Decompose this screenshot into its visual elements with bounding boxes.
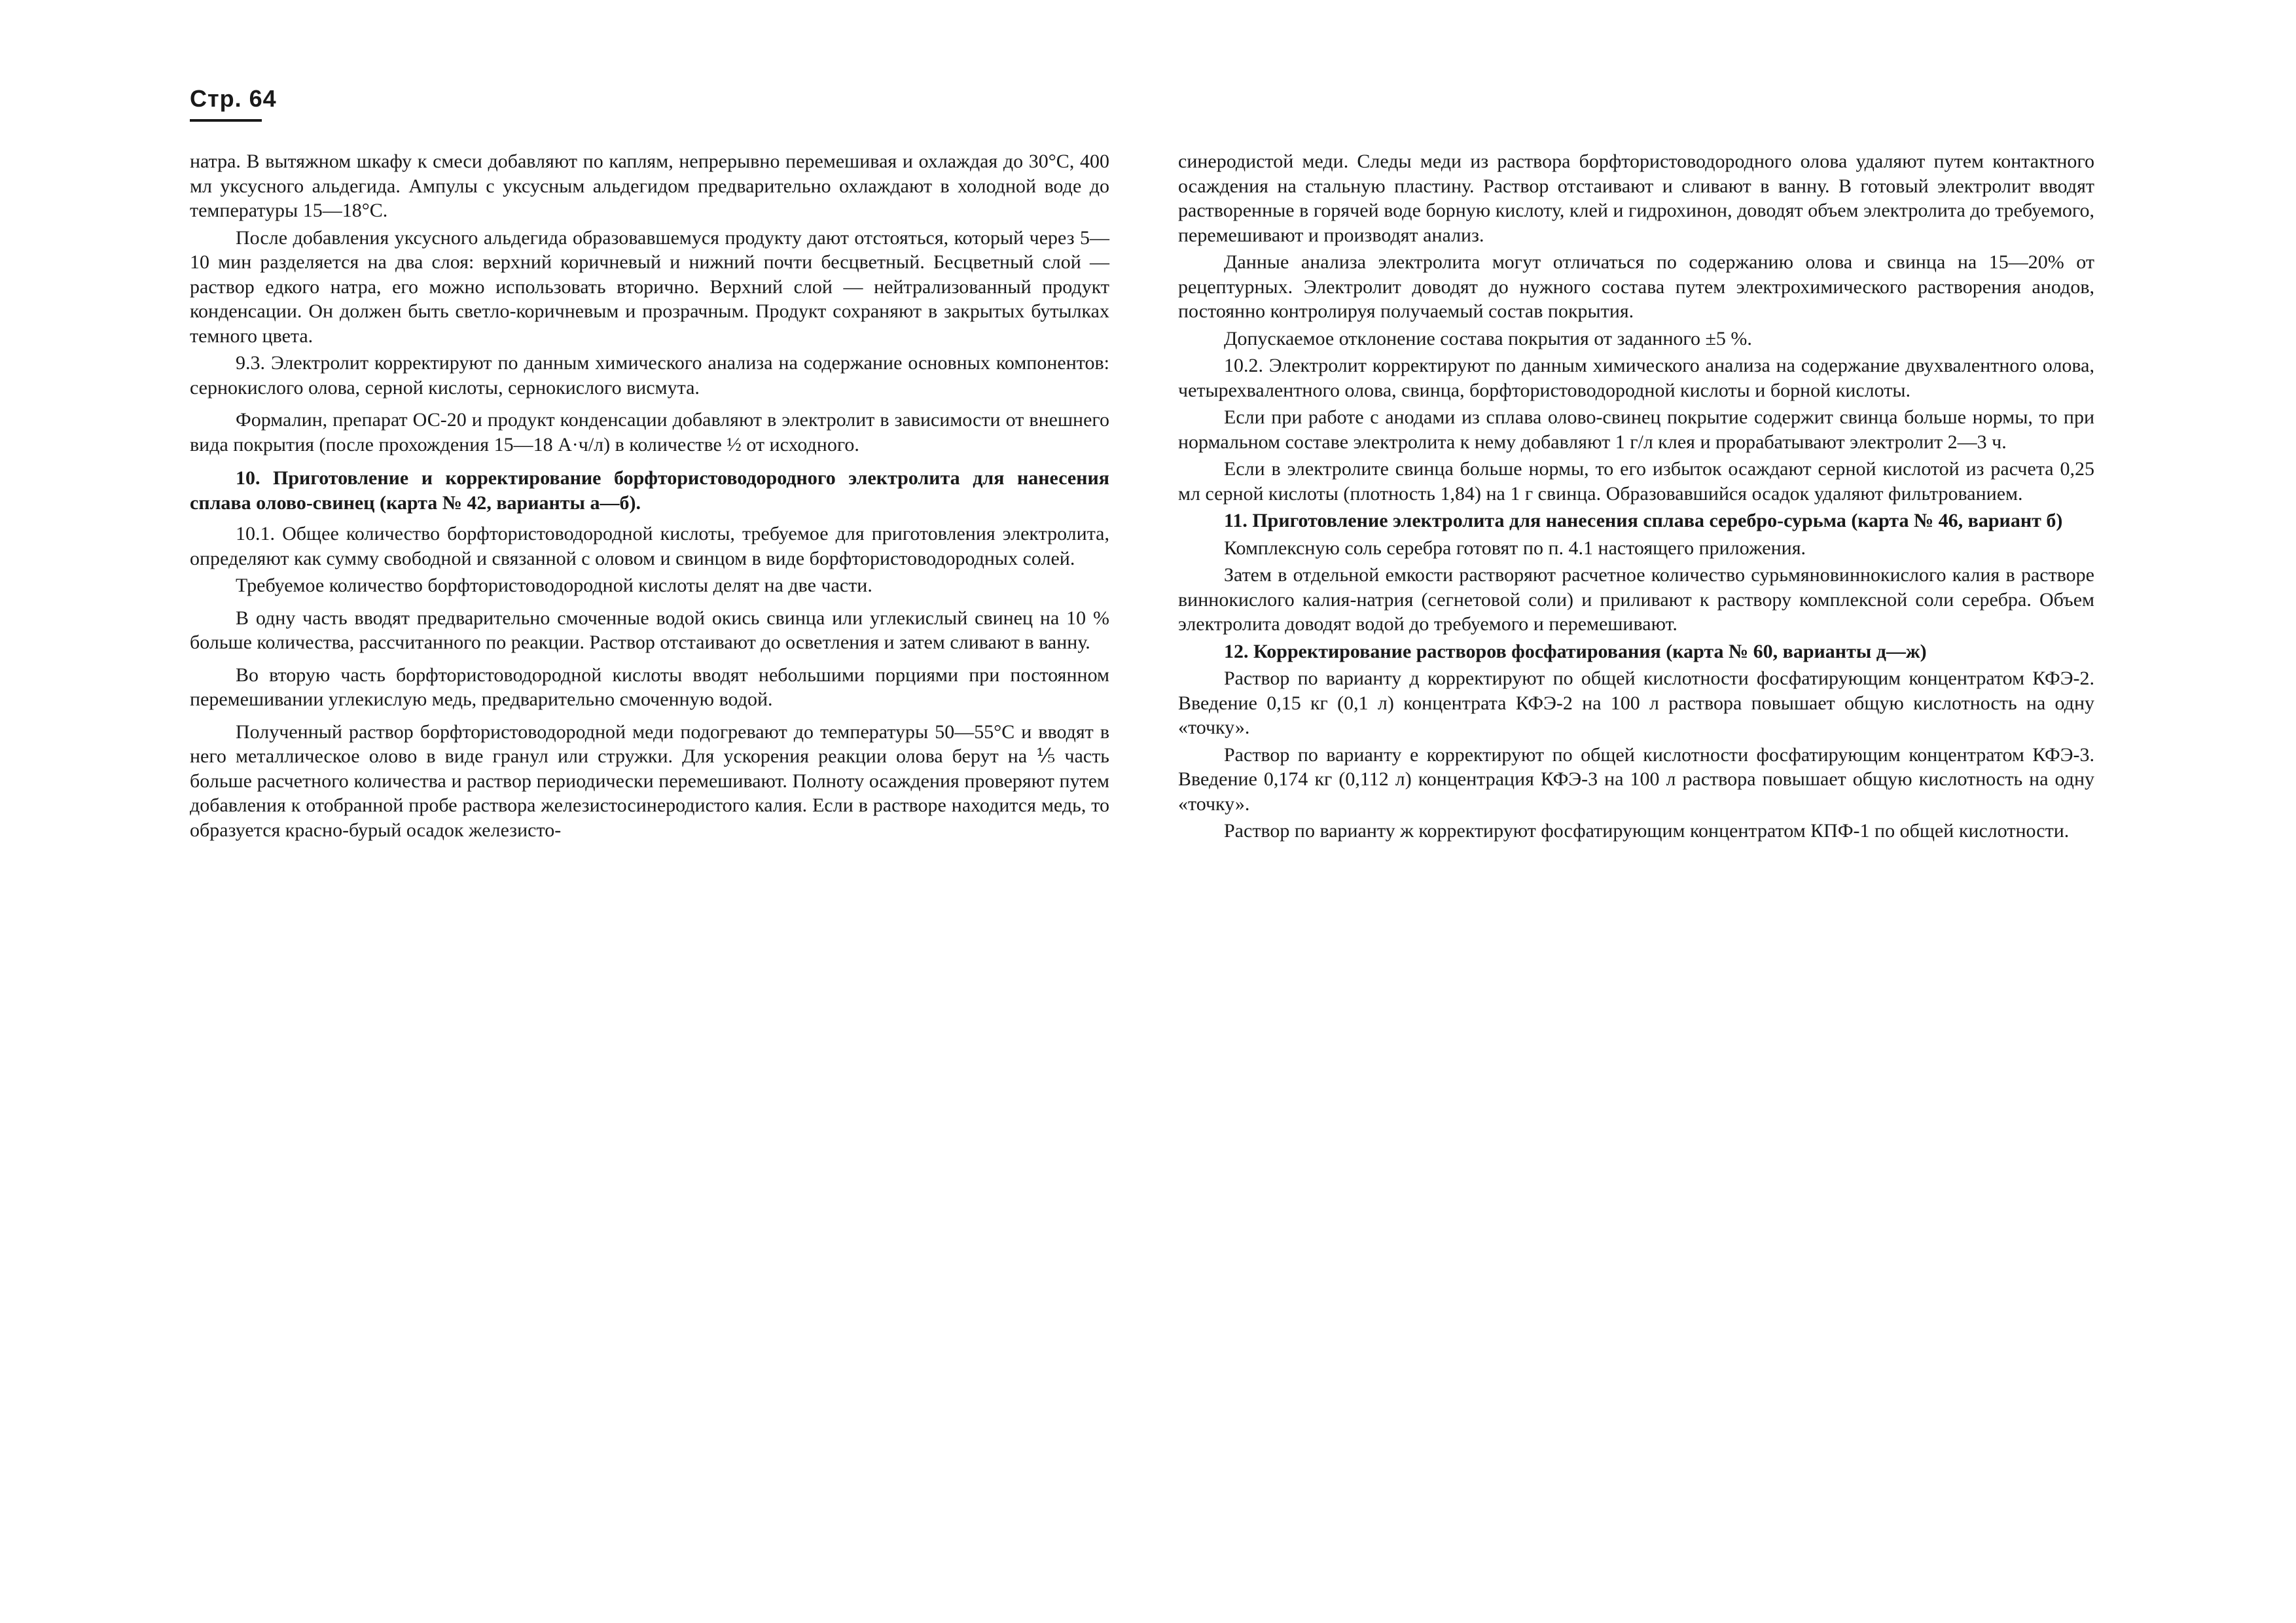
paragraph: синеродистой меди. Следы меди из раствора борфтористоводородного олова удаляют путем контактного осаждения на стальную пластину. Раствор отстаивают и сливают в ванну. В готовый электролит вводят растворенные в горячей воде борную кислоту, клей и гидрохинон, доводят объем электролита до требуемого, перемешивают и производят анализ. [1178,151,2094,246]
paragraph: Во вторую часть борфтористоводородной кислоты вводят небольшими порциями при постоянном перемешивании углекислую медь, предварительно смоченную водой. [190,664,1109,710]
paragraph: Требуемое количество борфтористоводородной кислоты делят на две части. [236,575,872,596]
paragraph: В одну часть вводят предварительно смоченные водой окись свинца или углекислый свинец на 10 % больше количества, рассчитанного по реакции. Раствор отстаивают до осветления и затем сливают в ванну. [190,607,1109,653]
header-rule [190,119,262,122]
paragraph: Если в электролите свинца больше нормы, то его избыток осаждают серной кислотой из расчета 0,25 мл серной кислоты (плотность 1,84) на 1 г свинца. Образовавшийся осадок удаляют фильтрованием. [1178,458,2094,505]
paragraph: Раствор по варианту ж корректируют фосфатирующим концентратом КПФ-1 по общей кислотности. [1224,820,2070,842]
page-header [190,85,277,122]
section-heading: 12. Корректирование растворов фосфатирования (карта № 60, варианты д—ж) [1224,640,1927,662]
paragraph: Полученный раствор борфтористоводородной меди подогревают до температуры 50—55°С и вводят в него металлическое олово в виде гранул или стружки. Для ускорения реакции олова берут на ⅕ часть больше расчетного количества и раствор периодически перемешивают. Полноту осаждения проверяют путем добавления к отобранной пробе раствора железистосинеродистого калия. Если в растворе находится медь, то образуется красно-бурый осадок железисто- [190,721,1109,841]
paragraph: Комплексную соль серебра готовят по п. 4.1 настоящего приложения. [1224,537,1806,559]
paragraph: 10.1. Общее количество борфтористоводородной кислоты, требуемое для приготовления электролита, определяют как сумму свободной и связанной с оловом и свинцом в виде борфтористоводородных солей. [190,523,1109,569]
left-column [190,149,1109,845]
paragraph: 9.3. Электролит корректируют по данным химического анализа на содержание основных компонентов: сернокислого олова, серной кислоты, сернокислого висмута. [190,352,1109,399]
paragraph: Допускаемое отклонение состава покрытия от заданного ±5 %. [1224,327,1752,349]
paragraph: натра. В вытяжном шкафу к смеси добавляют по каплям, непрерывно перемешивая и охлаждая до 30°С, 400 мл уксусного альдегида. Ампулы с уксусным альдегидом предварительно охлаждают в холодной воде до температуры 15—18°С. [190,151,1109,221]
paragraph: Формалин, препарат ОС-20 и продукт конденсации добавляют в электролит в зависимости от внешнего вида покрытия (после прохождения 15—18 А·ч/л) в количестве ½ от исходного. [190,409,1109,455]
section-heading: 11. Приготовление электролита для нанесения сплава серебро-сурьма (карта № 46, вариант б) [1224,510,2063,531]
paragraph: После добавления уксусного альдегида образовавшемуся продукту дают отстояться, который через 5—10 мин разделяется на два слоя: верхний коричневый и нижний почти бесцветный. Бесцветный слой — раствор едкого натра, его можно использовать вторично. Верхний слой — нейтрализованный продукт конденсации. Он должен быть светло-коричневым и прозрачным. Продукт сохраняют в закрытых бутылках темного цвета. [190,226,1109,347]
paragraph: 10.2. Электролит корректируют по данным химического анализа на содержание двухвалентного олова, четырехвалентного олова, свинца, борфтористоводородной кислоты и борной кислоты. [1178,355,2094,401]
paragraph: Если при работе с анодами из сплава олово-свинец покрытие содержит свинца больше нормы, то при нормальном составе электролита к нему добавляют 1 г/л клея и прорабатывают электролит 2—3 ч. [1178,406,2094,453]
paragraph: Раствор по варианту е корректируют по общей кислотности фосфатирующим концентратом КФЭ-3. Введение 0,174 кг (0,112 л) концентрация КФЭ-3 на 100 л раствора повышает общую кислотность на одну «точку». [1178,743,2094,815]
page-number: Стр. 64 [190,85,277,112]
paragraph: Затем в отдельной емкости растворяют расчетное количество сурьмяновиннокислого калия в растворе виннокислого калия-натрия (сегнетовой соли) и приливают к раствору комплексной соли серебра. Объем электролита доводят водой до требуемого и перемешивают. [1178,564,2094,635]
right-column [1178,149,2094,846]
paragraph: Раствор по варианту д корректируют по общей кислотности фосфатирующим концентратом КФЭ-2. Введение 0,15 кг (0,1 л) концентрата КФЭ-2 на 100 л раствора повышает общую кислотность на одну «точку». [1178,668,2094,738]
section-heading: 10. Приготовление и корректирование борфтористоводородного электролита для нанесения сплава олово-свинец (карта № 42, варианты а—б). [190,467,1109,514]
paragraph: Данные анализа электролита могут отличаться по содержанию олова и свинца на 15—20% от рецептурных. Электролит доводят до нужного состава путем электрохимического растворения анодов, постоянно контролируя получаемый состав покрытия. [1178,251,2094,322]
